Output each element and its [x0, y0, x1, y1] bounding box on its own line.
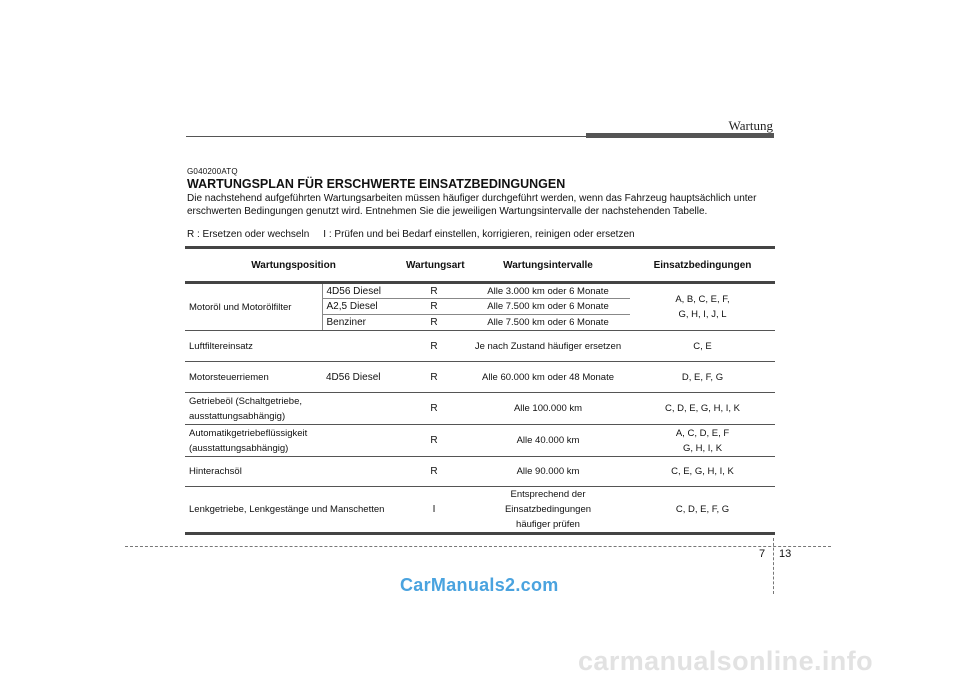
engine-label: Benziner	[322, 315, 402, 331]
table-row	[185, 362, 775, 393]
row-interval: Je nach Zustand häufiger ersetzen	[466, 331, 630, 362]
watermark-bottom: carmanualsonline.info	[578, 646, 873, 676]
conditions-line: A, C, D, E, F	[675, 427, 730, 439]
row-interval: Alle 7.500 km oder 6 Monate	[466, 315, 630, 331]
row-art: R	[402, 362, 466, 393]
engine-label: A2,5 Diesel	[322, 299, 402, 315]
table-row	[185, 425, 775, 457]
row-art: R	[402, 299, 466, 315]
row-art: R	[402, 457, 466, 487]
header-art: Wartungsart	[402, 248, 466, 283]
row-conditions: C, E, G, H, I, K	[630, 457, 775, 487]
interval-line: häufiger prüfen	[516, 519, 580, 530]
position-line: ausstattungsabhängig)	[189, 410, 286, 422]
row-art: R	[402, 393, 466, 425]
engine-label: 4D56 Diesel	[322, 362, 402, 393]
row-conditions	[630, 425, 775, 457]
row-conditions: D, E, F, G	[630, 362, 775, 393]
row-position: Motorsteuerriemen	[185, 362, 322, 393]
row-art: I	[402, 487, 466, 534]
header-interval: Wartungsintervalle	[466, 248, 630, 283]
section-code: G040200ATQ	[187, 167, 238, 176]
watermark-top: CarManuals2.com	[400, 575, 559, 595]
row-conditions: C, D, E, F, G	[630, 487, 775, 534]
row-position: Hinterachsöl	[185, 457, 402, 487]
conditions-line: G, H, I, J, L	[678, 309, 727, 320]
position-line: Automatikgetriebeflüssigkeit	[189, 427, 308, 439]
footer-divider	[773, 538, 774, 594]
row-interval: Alle 40.000 km	[466, 425, 630, 457]
intro-paragraph: Die nachstehend aufgeführten Wartungsarbeiten müssen häufiger durchgeführt werden, wenn das Fahrzeug hauptsächlich unter erschwerten Bedingungen genutzt wird. Entnehmen Sie die jeweiligen Wartungsintervalle der nachstehenden Tabelle.	[187, 193, 757, 217]
row-art: R	[402, 331, 466, 362]
position-line: (ausstattungsabhängig)	[189, 442, 289, 454]
row-position: Motoröl und Motorölfilter	[185, 283, 322, 331]
header-position: Wartungsposition	[185, 248, 402, 283]
row-art: R	[402, 283, 466, 299]
row-interval: Alle 100.000 km	[466, 393, 630, 425]
page-number: 13	[779, 548, 792, 560]
table-row	[185, 393, 775, 425]
maintenance-table	[185, 246, 775, 535]
footer-rule	[125, 546, 831, 547]
page-heading: WARTUNGSPLAN FÜR ERSCHWERTE EINSATZBEDINGUNGEN	[187, 177, 566, 191]
conditions-line: A, B, C, E, F,	[675, 294, 730, 305]
interval-line: Entsprechend der Einsatzbedingungen	[504, 489, 592, 515]
row-conditions: C, E	[630, 331, 775, 362]
legend	[187, 229, 649, 240]
row-position: Luftfiltereinsatz	[185, 331, 402, 362]
table-row	[185, 457, 775, 487]
row-conditions	[630, 283, 775, 331]
position-line: Getriebeöl (Schaltgetriebe,	[189, 395, 303, 407]
row-art: R	[402, 315, 466, 331]
row-position	[185, 425, 402, 457]
legend-i: I : Prüfen und bei Bedarf einstellen, korrigieren, reinigen oder ersetzen	[323, 229, 635, 240]
row-interval	[466, 487, 630, 534]
row-interval: Alle 60.000 km oder 48 Monate	[466, 362, 630, 393]
header-conditions: Einsatzbedingungen	[630, 248, 775, 283]
table-row	[185, 487, 775, 534]
header-rule-accent	[586, 133, 774, 138]
chapter-number: 7	[759, 548, 766, 560]
row-position	[185, 393, 402, 425]
table-row	[185, 283, 775, 299]
table-row	[185, 331, 775, 362]
section-title: Wartung	[728, 118, 773, 133]
row-conditions: C, D, E, G, H, I, K	[630, 393, 775, 425]
conditions-line: G, H, I, K	[682, 442, 723, 454]
header-rule	[186, 136, 586, 137]
engine-label: 4D56 Diesel	[322, 283, 402, 299]
row-position: Lenkgetriebe, Lenkgestänge und Manschetten	[185, 487, 402, 534]
row-art: R	[402, 425, 466, 457]
row-interval: Alle 3.000 km oder 6 Monate	[466, 283, 630, 299]
legend-r: R : Ersetzen oder wechseln	[187, 229, 310, 240]
table-header-row	[185, 248, 775, 283]
row-interval: Alle 7.500 km oder 6 Monate	[466, 299, 630, 315]
row-interval: Alle 90.000 km	[466, 457, 630, 487]
